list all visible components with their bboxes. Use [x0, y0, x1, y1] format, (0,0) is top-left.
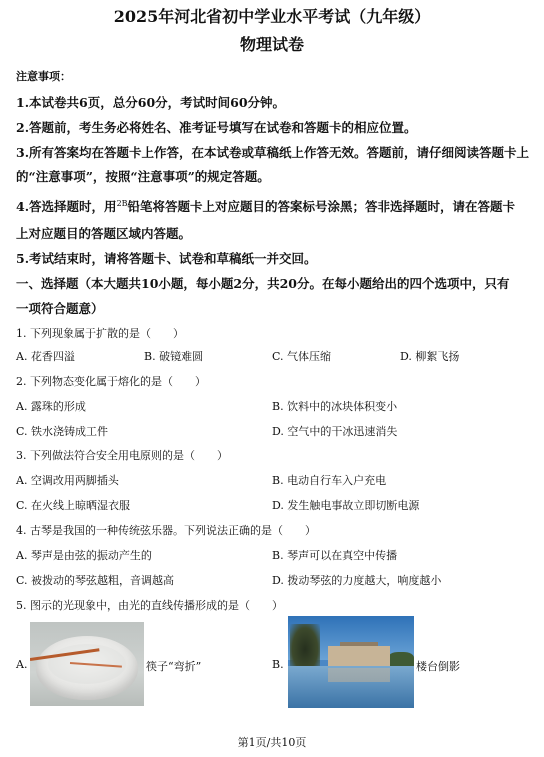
section-heading: 一、选择题（本大题共10小题，每小题2分，共20分。在每小题给出的四个选项中，只有: [16, 276, 510, 291]
q4-option-c: C. 被拨动的琴弦越粗，音调越高: [16, 574, 175, 587]
q1-option-d: D. 柳絮飞扬: [400, 350, 460, 363]
question-3-stem: 3. 下列做法符合安全用电原则的是（ ）: [16, 449, 228, 462]
notice-item-4-cont: 上对应题目的答题区域内答题。: [16, 226, 192, 241]
page-footer: 第1页/共10页: [237, 736, 307, 749]
q1-option-a: A. 花香四溢: [16, 350, 75, 363]
q2-option-b: B. 饮料中的冰块体积变小: [272, 400, 398, 413]
q1-option-c: C. 气体压缩: [272, 350, 332, 363]
q5-option-a-label: A.: [16, 658, 28, 671]
notice-item-3: 3.所有答案均在答题卡上作答，在本试卷或草稿纸上作答无效。答题前，请仔细阅读答题卡上: [16, 145, 530, 160]
q2-option-c: C. 铁水浇铸成工件: [16, 425, 109, 438]
q3-option-d: D. 发生触电事故立即切断电源: [272, 499, 420, 512]
question-5-stem: 5. 图示的光现象中，由光的直线传播形成的是（ ）: [16, 599, 283, 612]
question-2-stem: 2. 下列物态变化属于熔化的是（ ）: [16, 375, 206, 388]
q5-option-a-caption: 筷子“弯折”: [146, 660, 202, 673]
q2-option-a: A. 露珠的形成: [16, 400, 86, 413]
notice-item-4-b: 铅笔将答题卡上对应题目的答案标号涂黑；答非选择题时，请在答题卡: [127, 199, 516, 214]
q4-option-b: B. 琴声可以在真空中传播: [272, 549, 398, 562]
bowl-chopsticks-photo: [30, 622, 144, 706]
notice-item-1: 1.本试卷共6页，总分60分，考试时间60分钟。: [16, 95, 286, 110]
exam-title: 2025年河北省初中学业水平考试（九年级）: [113, 7, 431, 26]
section-heading-cont: 一项符合题意）: [16, 301, 104, 316]
q3-option-a: A. 空调改用两脚插头: [16, 474, 119, 487]
notice-item-5: 5.考试结束时，请将答题卡、试卷和草稿纸一并交回。: [16, 251, 317, 266]
notice-item-4-a: 4.答选择题时，用: [16, 199, 117, 214]
question-1-stem: 1. 下列现象属于扩散的是（ ）: [16, 327, 184, 340]
lake-building-photo: [288, 616, 414, 708]
question-4-stem: 4. 古琴是我国的一种传统弦乐器。下列说法正确的是（ ）: [16, 524, 316, 537]
q5-option-b-caption: 楼台倒影: [416, 660, 460, 673]
q2-option-d: D. 空气中的干冰迅速消失: [272, 425, 398, 438]
notice-item-4: [16, 197, 515, 215]
q3-option-b: B. 电动自行车入户充电: [272, 474, 387, 487]
q4-option-d: D. 拨动琴弦的力度越大，响度越小: [272, 574, 442, 587]
notice-item-2: 2.答题前，考生务必将姓名、准考证号填写在试卷和答题卡的相应位置。: [16, 120, 417, 135]
q3-option-c: C. 在火线上晾晒湿衣服: [16, 499, 131, 512]
exam-subtitle: 物理试卷: [239, 35, 304, 54]
q1-option-b: B. 破镜难圆: [144, 350, 204, 363]
q5-option-b-label: B.: [272, 658, 284, 671]
pencil-grade: 2B: [116, 199, 128, 208]
q4-option-a: A. 琴声是由弦的振动产生的: [16, 549, 152, 562]
notice-item-3-cont: 的“注意事项”，按照“注意事项”的规定答题。: [16, 169, 270, 184]
notice-heading: 注意事项：: [16, 70, 71, 83]
